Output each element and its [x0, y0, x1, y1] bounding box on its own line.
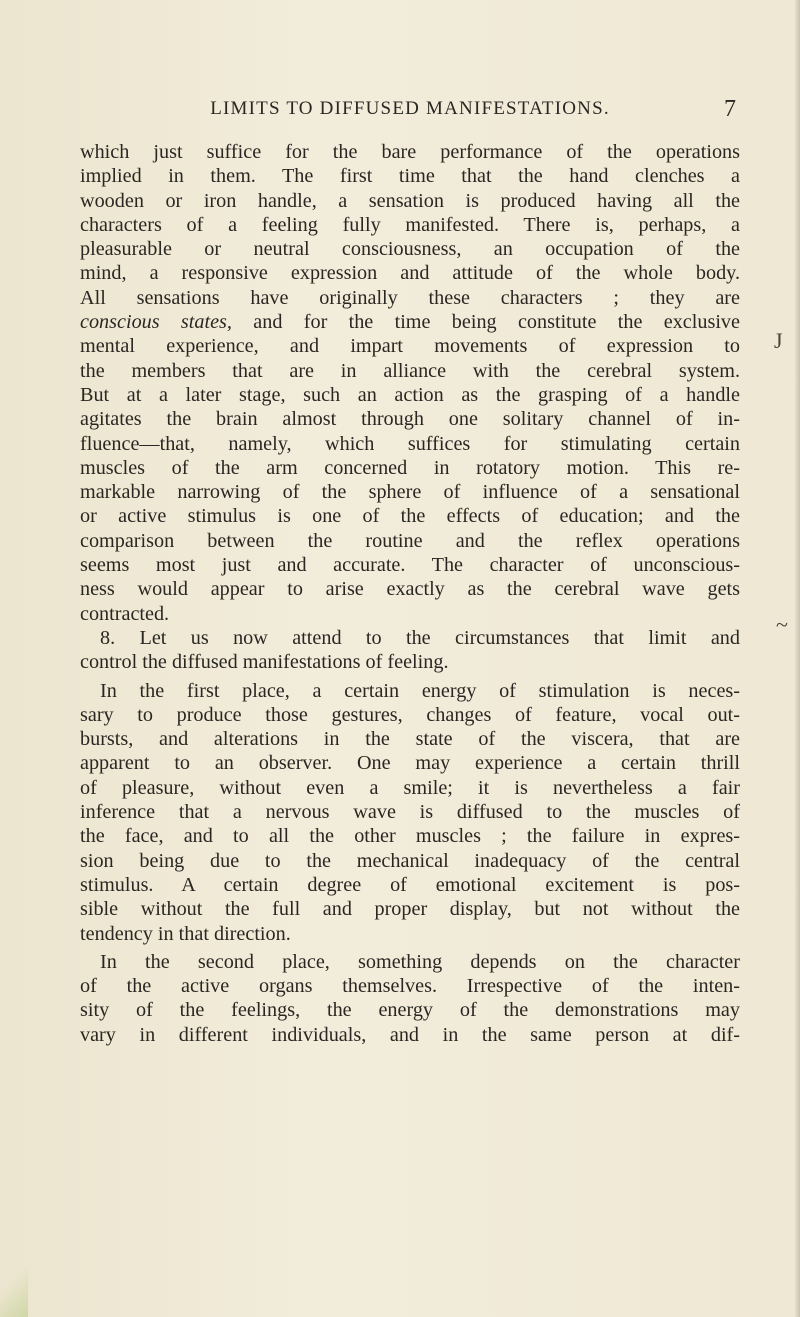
page-corner-stain	[0, 1257, 28, 1317]
text-line: of pleasure, without even a smile; it is nevertheless a fair	[80, 776, 740, 799]
text-line: fluence—that, namely, which suffices for stimulating certain	[80, 432, 740, 455]
text-line: the face, and to all the other muscles ; the failure in expres-	[80, 825, 740, 848]
text-line: inference that a nervous wave is diffused to the muscles of	[80, 801, 740, 824]
text-line: mental experience, and impart movements of expression to	[80, 335, 740, 358]
margin-mark: ~	[776, 612, 788, 637]
running-header	[80, 98, 740, 128]
text-line: agitates the brain almost through one solitary channel of in-	[80, 408, 740, 431]
text-line: muscles of the arm concerned in rotatory motion. This re-	[80, 456, 740, 479]
text-line: ness would appear to arise exactly as the cerebral wave gets	[80, 578, 740, 601]
text-line: stimulus. A certain degree of emotional excitement is pos-	[80, 873, 740, 896]
text-line: markable narrowing of the sphere of influence of a sensational	[80, 481, 740, 504]
text-line: pleasurable or neutral consciousness, an occupation of the	[80, 238, 740, 261]
text-line: the members that are in alliance with the cerebral system.	[80, 359, 740, 382]
text-line: contracted.	[80, 602, 170, 625]
italic-phrase: conscious states,	[80, 311, 232, 334]
text-line: or active stimulus is one of the effects of education; and the	[80, 505, 740, 528]
text-line: vary in different individuals, and in the same person at dif-	[80, 1023, 740, 1046]
text-fragment: and for the time being constitute the exclusive	[231, 311, 740, 334]
text-line: control the diffused manifestations of feeling.	[80, 651, 449, 674]
text-line: of the active organs themselves. Irrespective of the inten-	[80, 975, 740, 998]
page-number: 7	[724, 96, 736, 122]
text-line: apparent to an observer. One may experience a certain thrill	[80, 752, 740, 775]
text-line: characters of a feeling fully manifested. There is, perhaps, a	[80, 213, 740, 236]
text-line: In the first place, a certain energy of stimulation is neces-	[100, 679, 740, 702]
text-line: In the second place, something depends on the character	[100, 950, 740, 973]
text-line: comparison between the routine and the reflex operations	[80, 529, 740, 552]
text-line: sity of the feelings, the energy of the demonstrations may	[80, 999, 740, 1022]
text-line: mind, a responsive expression and attitude of the whole body.	[80, 262, 740, 285]
header-title: LIMITS TO DIFFUSED MANIFESTATIONS.	[210, 98, 610, 119]
text-line: But at a later stage, such an action as the grasping of a handle	[80, 383, 740, 406]
text-line: which just suffice for the bare performance of the operations	[80, 141, 740, 163]
text-line: sion being due to the mechanical inadequacy of the central	[80, 849, 740, 872]
text-line: bursts, and alterations in the state of the viscera, that are	[80, 728, 740, 751]
page-edge-shadow	[794, 0, 800, 1317]
text-line-with-italic	[80, 310, 740, 334]
text-line: All sensations have originally these characters ; they are	[80, 286, 740, 309]
text-line: sible without the full and proper display, but not without the	[80, 898, 740, 921]
text-line: wooden or iron handle, a sensation is produced having all the	[80, 189, 740, 212]
text-line: sary to produce those gestures, changes of feature, vocal out-	[80, 703, 740, 726]
text-line: implied in them. The first time that the hand clenches a	[80, 165, 740, 188]
body-text	[80, 140, 740, 1047]
margin-mark: J	[774, 328, 783, 353]
section-8-line: 8. Let us now attend to the circumstances that limit and	[100, 626, 740, 649]
text-line: seems most just and accurate. The character of unconscious-	[80, 554, 740, 577]
text-line: tendency in that direction.	[80, 922, 291, 945]
